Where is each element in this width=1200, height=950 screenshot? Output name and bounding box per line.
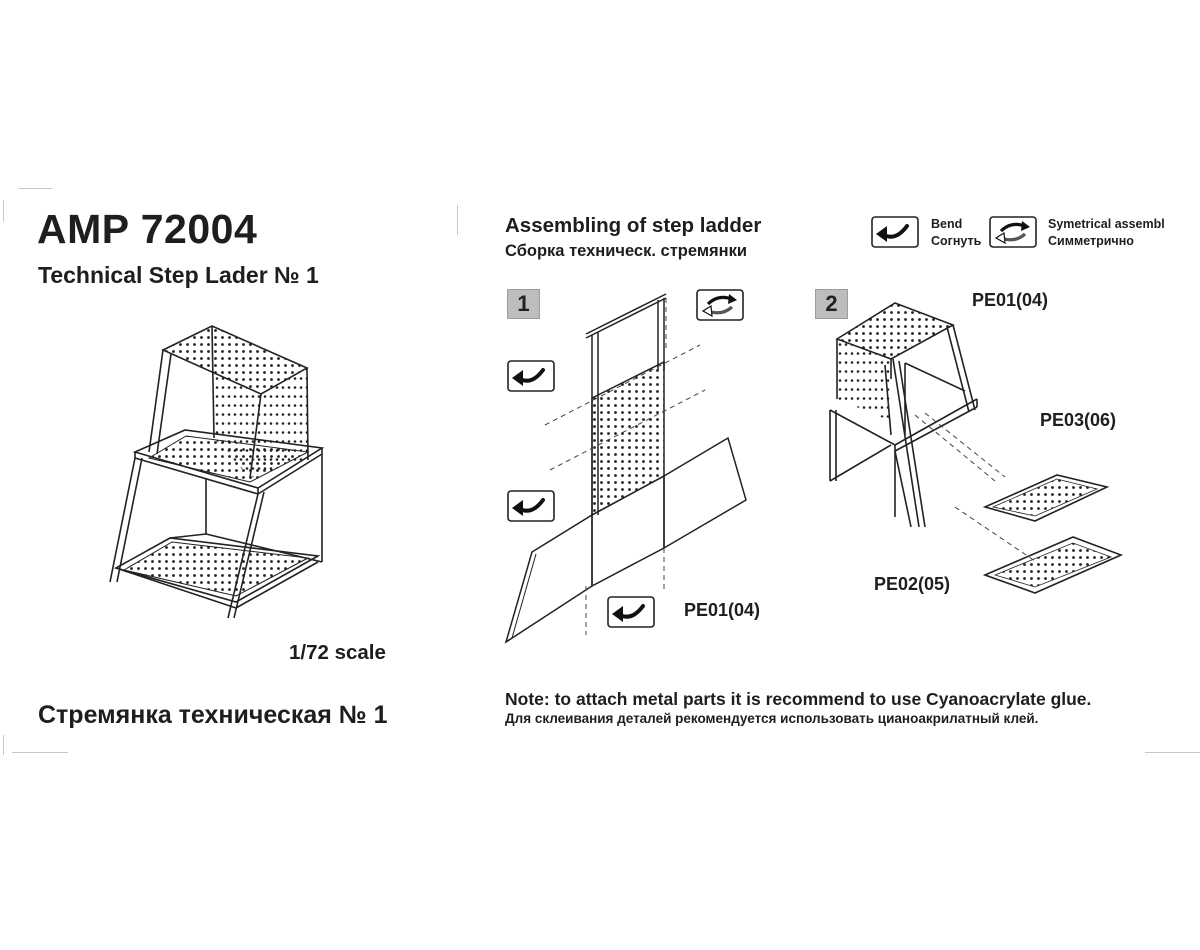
product-title-ru: Стремянка техническая № 1 [38,701,388,729]
step-2-part-label-pe03: PE03(06) [1040,410,1117,430]
assembly-title-ru: Сборка техническ. стремянки [505,242,748,260]
step-2-part-label-pe02: PE02(05) [874,574,951,594]
legend-bend-ru: Согнуть [931,234,982,248]
note-ru: Для склеивания деталей рекомендуется использовать цианоакрилатный клей. [505,711,1039,726]
crop-mark [3,735,4,755]
crop-mark [12,752,68,753]
product-title-en: Technical Step Lader № 1 [38,262,319,288]
step-2-badge: 2 [815,289,848,319]
scale-label: 1/72 scale [289,641,386,664]
crop-mark [1145,752,1200,753]
step-2-assembly-drawing [825,295,1125,615]
step-1-part-label: PE01(04) [684,600,761,620]
symmetric-arrows-icon [989,216,1037,248]
crop-mark [18,188,52,189]
crop-mark [3,200,4,222]
step-1-flat-part-drawing [500,290,760,640]
legend-sym-en: Symetrical assembl [1048,217,1165,231]
product-code: AMP 72004 [37,206,258,252]
crop-mark [457,205,458,235]
legend-sym-ru: Симметрично [1048,234,1134,248]
step-2-part-label-pe01: PE01(04) [972,290,1049,310]
step-ladder-overview-drawing [100,320,340,630]
legend-bend-en: Bend [931,217,963,231]
assembly-title-en: Assembling of step ladder [505,214,762,237]
bend-arrow-icon [871,216,919,248]
step-1-badge: 1 [507,289,540,319]
note-en: Note: to attach metal parts it is recommend to use Cyanoacrylate glue. [505,689,1092,709]
